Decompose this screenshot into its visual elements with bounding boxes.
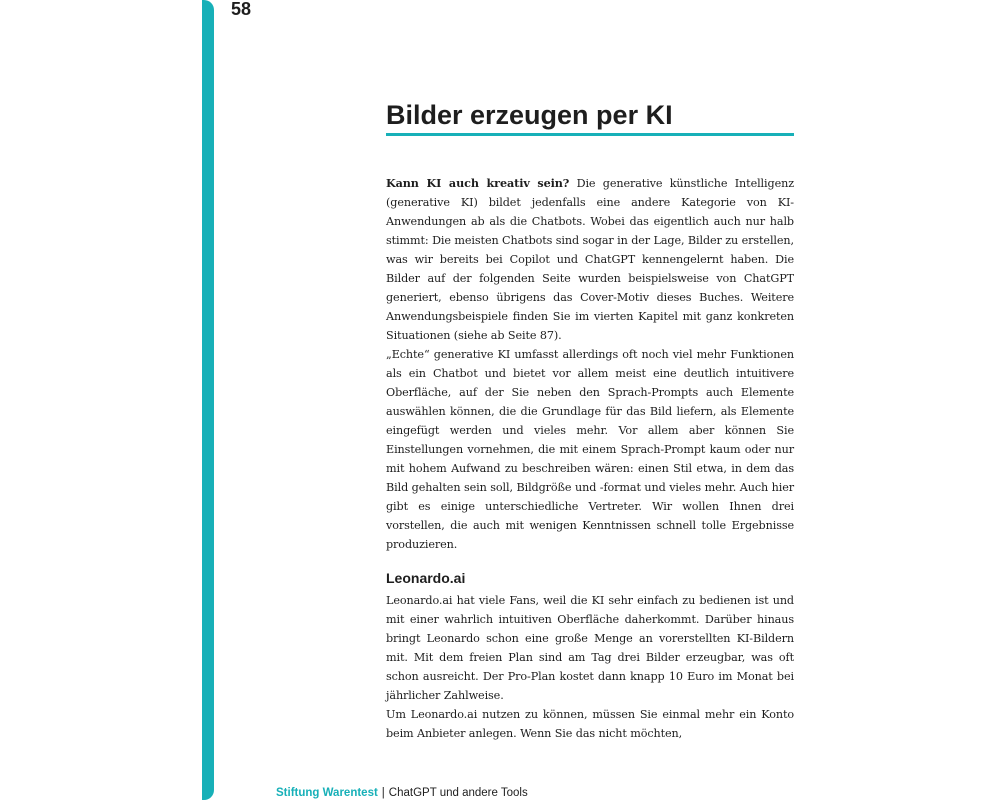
section-paragraph-1: Leonardo.ai hat viele Fans, weil die KI sehr einfach zu bedienen ist und mit einer wahrlich intuitiven Oberfläche daherkommt. Darüber hinaus bringt Leonardo schon eine große Menge an vorerstellten KI-Bildern mit. Mit dem freien Plan sind am Tag drei Bilder erzeugbar, was oft schon ausreicht. Der Pro-Plan kostet dann knapp 10 Euro im Monat bei jährlicher Zahlweise. [386,594,794,702]
page-number: 58 [231,0,252,19]
footer-separator: | [381,787,385,799]
intro-paragraph-1-body: Die generative künstliche Intelligenz (generative KI) bildet jedenfalls eine andere Kategorie von KI-Anwendungen ab als die Chatbots. Wobei das eigentlich auch nur halb stimmt: Die meisten Chatbots sind sogar in der Lage, Bilder zu erstellen, was wir bereits bei Copilot und ChatGPT kennengelernt haben. Die Bilder auf der folgenden Seite wurden beispielsweise von ChatGPT generiert, ebenso übrigens das Cover-Motiv dieses Buches. Weitere Anwendungsbeispiele finden Sie im vierten Kapitel mit ganz konkreten Situationen (siehe ab Seite 87). [386,177,794,342]
intro-text [386,174,794,554]
section-text [386,591,794,743]
page-footer [276,785,528,801]
intro-lead: Kann KI auch kreativ sein? [386,176,570,190]
section-paragraph-2: Um Leonardo.ai nutzen zu können, müssen Sie einmal mehr ein Konto beim Anbieter anlegen. Wenn Sie das nicht möchten, [386,708,794,740]
intro-paragraph-1 [386,174,794,345]
chapter-title: Bilder erzeugen per KI [386,98,794,136]
accent-side-bar [202,0,214,800]
footer-book-title: ChatGPT und andere Tools [388,787,528,799]
section-heading: Leonardo.ai [386,570,466,586]
footer-publisher: Stiftung Warentest [276,787,378,799]
intro-paragraph-2: „Echte“ generative KI umfasst allerdings oft noch viel mehr Funktionen als ein Chatbot und bietet vor allem meist eine deutlich intuitivere Oberfläche, auf der Sie neben den Sprach-Prompts auch Elemente auswählen können, die die Grundlage für das Bild liefern, als Elemente eingefügt werden und vieles mehr. Vor allem aber können Sie Einstellungen vornehmen, die mit einem Sprach-Prompt kaum oder nur mit hohem Aufwand zu beschreiben wären: einen Stil etwa, in dem das Bild gehalten sein soll, Bildgröße und -format und vieles mehr. Auch hier gibt es einige unterschiedliche Vertreter. Wir wollen Ihnen drei vorstellen, die auch mit wenigen Kenntnissen schnell tolle Ergebnisse produzieren. [386,348,794,551]
page-content [386,98,794,743]
